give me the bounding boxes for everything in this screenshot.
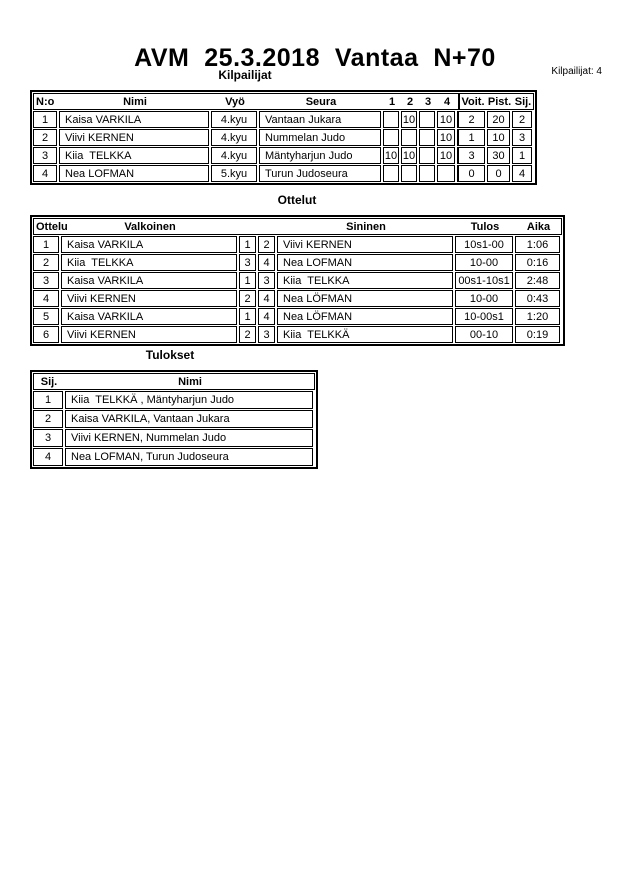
cell-match: 5 <box>33 308 59 325</box>
cell-name: Nea LOFMAN <box>59 165 209 182</box>
cell-round-3 <box>419 129 435 146</box>
cell-club: Mäntyharjun Judo <box>259 147 381 164</box>
col-no: N:o <box>36 95 55 108</box>
cell-name: Kaisa VARKILA, Vantaan Jukara <box>65 410 313 428</box>
cell-club: Nummelan Judo <box>259 129 381 146</box>
col-blue-no <box>259 219 276 234</box>
col-time: Aika <box>526 220 551 233</box>
cell-club: Vantaan Jukara <box>259 111 381 128</box>
cell-result: 00-10 <box>455 326 513 343</box>
cell-round-1 <box>383 165 399 182</box>
cell-match: 1 <box>33 236 59 253</box>
cell-place: 2 <box>512 111 532 128</box>
cell-blue-no: 2 <box>258 236 275 253</box>
cell-white: Kaisa VARKILA <box>61 236 237 253</box>
cell-blue: Kiia TELKKA <box>277 272 453 289</box>
cell-result: 00s1-10s1 <box>455 272 513 289</box>
competitor-row <box>33 147 534 164</box>
competitors-count: Kilpailijat: 4 <box>551 66 602 77</box>
col-white: Valkoinen <box>124 220 176 233</box>
cell-round-2 <box>401 129 417 146</box>
matches-section-title: Ottelut <box>277 193 317 207</box>
cell-round-4: 10 <box>437 111 455 128</box>
col-club: Seura <box>305 95 337 108</box>
col-match: Ottelu <box>36 220 68 233</box>
cell-blue: Viivi KERNEN <box>277 236 453 253</box>
competitor-row <box>33 111 534 128</box>
matches-header-row <box>33 218 562 235</box>
cell-round-1: 10 <box>383 147 399 164</box>
results-table <box>30 370 318 469</box>
col-round-3: 3 <box>424 95 432 108</box>
competitor-row <box>33 165 534 182</box>
competitors-header-row <box>33 93 534 110</box>
match-row <box>33 290 562 307</box>
cell-wins: 3 <box>457 147 485 164</box>
cell-name: Nea LOFMAN, Turun Judoseura <box>65 448 313 466</box>
cell-result: 10-00 <box>455 290 513 307</box>
competitor-row <box>33 129 534 146</box>
cell-white-no: 1 <box>239 236 256 253</box>
result-row <box>33 410 315 428</box>
col-round-4: 4 <box>443 95 451 108</box>
result-row <box>33 448 315 466</box>
cell-name: Viivi KERNEN <box>59 129 209 146</box>
cell-white-no: 1 <box>239 272 256 289</box>
matches-table <box>30 215 565 346</box>
col-place: Sij. <box>40 375 58 388</box>
cell-blue-no: 4 <box>258 308 275 325</box>
cell-white: Kaisa VARKILA <box>61 272 237 289</box>
cell-round-4: 10 <box>437 147 455 164</box>
cell-time: 0:16 <box>515 254 560 271</box>
cell-white-no: 2 <box>239 290 256 307</box>
match-row <box>33 254 562 271</box>
cell-name: Kaisa VARKILA <box>59 111 209 128</box>
cell-round-1 <box>383 129 399 146</box>
cell-round-2: 10 <box>401 111 417 128</box>
cell-white-no: 3 <box>239 254 256 271</box>
cell-round-3 <box>419 111 435 128</box>
col-white-no <box>240 219 257 234</box>
cell-name: Viivi KERNEN, Nummelan Judo <box>65 429 313 447</box>
col-round-1: 1 <box>388 95 396 108</box>
cell-belt: 5.kyu <box>211 165 257 182</box>
results-header-row <box>33 373 315 390</box>
cell-blue-no: 3 <box>258 272 275 289</box>
cell-belt: 4.kyu <box>211 111 257 128</box>
competitors-table <box>30 90 537 185</box>
cell-place: 3 <box>33 429 63 447</box>
cell-wins: 0 <box>457 165 485 182</box>
cell-blue: Kiia TELKKÄ <box>277 326 453 343</box>
competitors-section-title: Kilpailijat <box>218 68 272 82</box>
col-place: Sij. <box>514 95 532 108</box>
cell-time: 0:19 <box>515 326 560 343</box>
cell-white: Viivi KERNEN <box>61 326 237 343</box>
cell-place: 1 <box>512 147 532 164</box>
cell-belt: 4.kyu <box>211 147 257 164</box>
cell-wins: 1 <box>457 129 485 146</box>
cell-time: 2:48 <box>515 272 560 289</box>
col-blue: Sininen <box>346 220 386 233</box>
cell-blue: Nea LOFMAN <box>277 254 453 271</box>
cell-result: 10s1-00 <box>455 236 513 253</box>
results-section-title: Tulokset <box>145 348 195 362</box>
cell-round-4 <box>437 165 455 182</box>
cell-match: 2 <box>33 254 59 271</box>
cell-belt: 4.kyu <box>211 129 257 146</box>
cell-points: 20 <box>487 111 510 128</box>
cell-round-3 <box>419 147 435 164</box>
cell-club: Turun Judoseura <box>259 165 381 182</box>
cell-place: 2 <box>33 410 63 428</box>
cell-round-2: 10 <box>401 147 417 164</box>
cell-no: 2 <box>33 129 57 146</box>
col-result: Tulos <box>470 220 500 233</box>
cell-no: 4 <box>33 165 57 182</box>
cell-result: 10-00 <box>455 254 513 271</box>
page-title: AVM 25.3.2018 Vantaa N+70 <box>134 44 496 72</box>
cell-place: 3 <box>512 129 532 146</box>
cell-points: 10 <box>487 129 510 146</box>
cell-blue: Nea LÖFMAN <box>277 290 453 307</box>
col-name: Nimi <box>123 95 147 108</box>
cell-blue: Nea LÖFMAN <box>277 308 453 325</box>
cell-time: 1:20 <box>515 308 560 325</box>
cell-round-4: 10 <box>437 129 455 146</box>
cell-wins: 2 <box>457 111 485 128</box>
cell-blue-no: 4 <box>258 254 275 271</box>
match-row <box>33 236 562 253</box>
cell-place: 1 <box>33 391 63 409</box>
cell-no: 3 <box>33 147 57 164</box>
cell-round-1 <box>383 111 399 128</box>
match-row <box>33 308 562 325</box>
result-row <box>33 429 315 447</box>
cell-place: 4 <box>512 165 532 182</box>
cell-time: 1:06 <box>515 236 560 253</box>
cell-white-no: 2 <box>239 326 256 343</box>
cell-name: Kiia TELKKÄ , Mäntyharjun Judo <box>65 391 313 409</box>
result-row <box>33 391 315 409</box>
col-wins: Voit. <box>458 94 486 109</box>
cell-white: Kaisa VARKILA <box>61 308 237 325</box>
cell-match: 4 <box>33 290 59 307</box>
cell-place: 4 <box>33 448 63 466</box>
cell-white: Viivi KERNEN <box>61 290 237 307</box>
col-belt: Vyö <box>225 95 245 108</box>
cell-match: 6 <box>33 326 59 343</box>
cell-time: 0:43 <box>515 290 560 307</box>
col-points: Pist. <box>487 95 512 108</box>
cell-match: 3 <box>33 272 59 289</box>
cell-round-3 <box>419 165 435 182</box>
col-name: Nimi <box>178 375 202 388</box>
cell-no: 1 <box>33 111 57 128</box>
cell-blue-no: 3 <box>258 326 275 343</box>
cell-white: Kiia TELKKA <box>61 254 237 271</box>
cell-white-no: 1 <box>239 308 256 325</box>
match-row <box>33 272 562 289</box>
cell-points: 30 <box>487 147 510 164</box>
cell-blue-no: 4 <box>258 290 275 307</box>
cell-points: 0 <box>487 165 510 182</box>
cell-name: Kiia TELKKA <box>59 147 209 164</box>
cell-result: 10-00s1 <box>455 308 513 325</box>
col-round-2: 2 <box>406 95 414 108</box>
cell-round-2 <box>401 165 417 182</box>
match-row <box>33 326 562 343</box>
